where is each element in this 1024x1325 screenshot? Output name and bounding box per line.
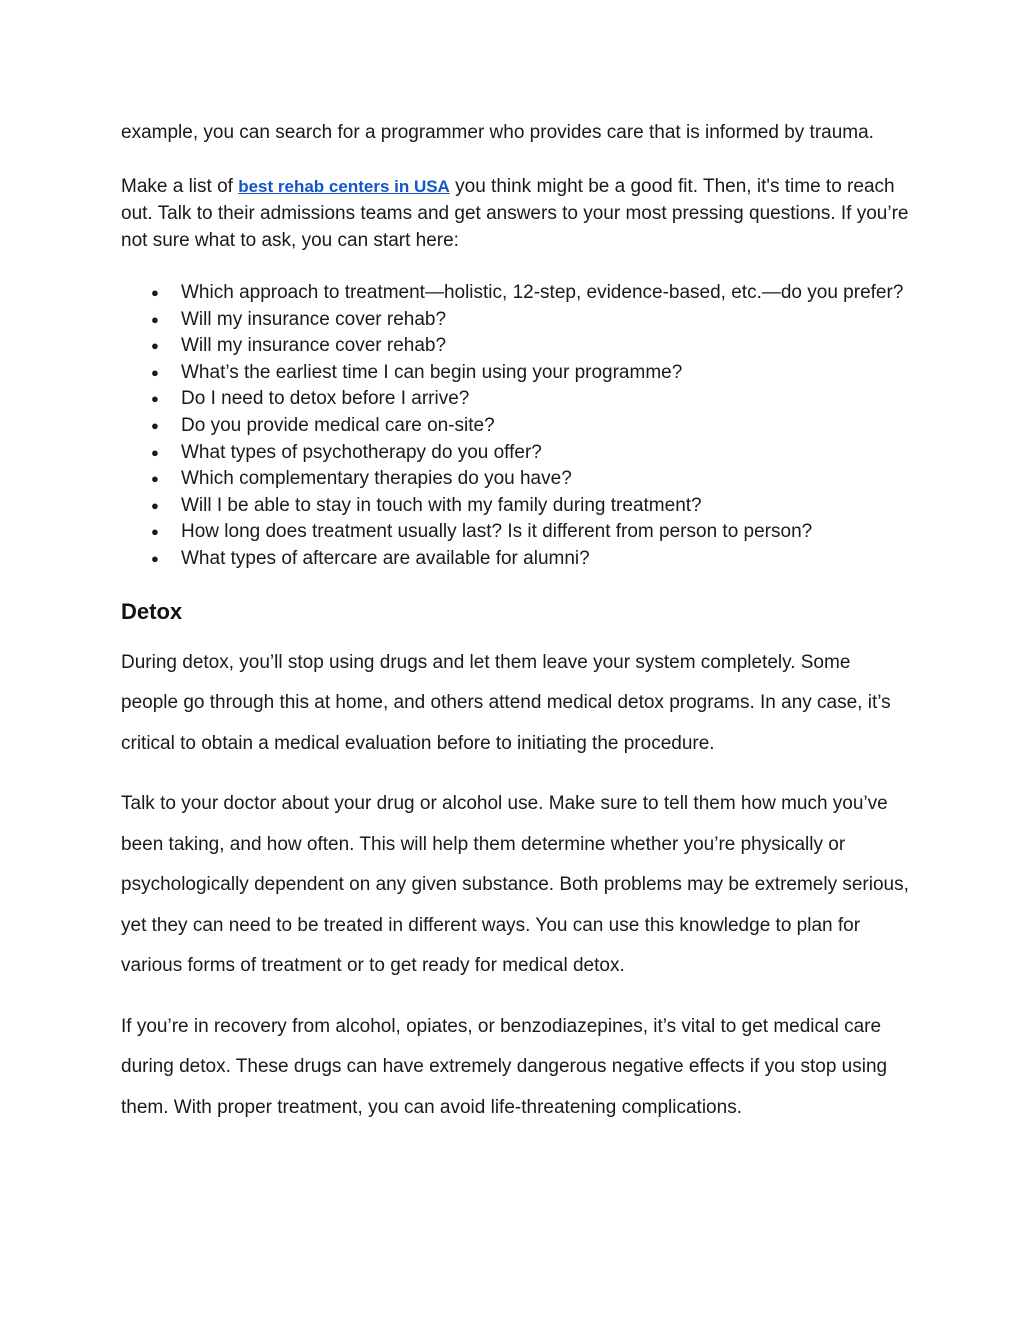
bullet-icon: ●	[151, 497, 159, 513]
bullet-icon: ●	[151, 524, 159, 540]
list-intro-suffix: you think might be a good fit. Then, it's time to reach out. Talk to their admissions teams and get answers to your most pressing questions. If you’re not sure what to ask, you can start here:	[121, 176, 909, 251]
bullet-icon: ●	[151, 391, 159, 407]
list-intro-paragraph	[121, 173, 911, 254]
bullet-icon: ●	[151, 338, 159, 354]
rehab-centers-link[interactable]: best rehab centers in USA	[238, 177, 450, 196]
question-list-item	[121, 466, 911, 493]
question-text: Do I need to detox before I arrive?	[181, 388, 470, 410]
bullet-icon: ●	[151, 444, 159, 460]
question-list-item	[121, 280, 911, 307]
bullet-icon: ●	[151, 364, 159, 380]
question-text: What’s the earliest time I can begin using your programme?	[181, 361, 683, 383]
bullet-icon: ●	[151, 311, 159, 327]
bullet-icon: ●	[151, 285, 159, 300]
detox-heading: Detox	[121, 598, 183, 624]
bullet-icon: ●	[151, 471, 159, 487]
question-list-item	[121, 546, 911, 573]
bullet-icon: ●	[151, 550, 159, 566]
question-list-item	[121, 519, 911, 546]
question-text: What types of psychotherapy do you offer?	[181, 441, 542, 463]
question-text: Will my insurance cover rehab?	[181, 335, 447, 357]
detox-paragraph: If you’re in recovery from alcohol, opiates, or benzodiazepines, it’s vital to get medical care during detox. These drugs can have extremely dangerous negative effects if you stop using them. With proper treatment, you can avoid life-threatening complications.	[121, 1015, 888, 1118]
detox-paragraph: Talk to your doctor about your drug or alcohol use. Make sure to tell them how much you’ve been taking, and how often. This will help them determine whether you’re physically or psychologically dependent on any given substance. Both problems may be extremely serious, yet they can need to be treated in different ways. You can use this knowledge to plan for various forms of treatment or to get ready for medical detox.	[121, 793, 909, 977]
question-list-item	[121, 440, 911, 467]
list-intro-prefix: Make a list of	[121, 176, 239, 197]
question-list-item	[121, 333, 911, 360]
question-list-item	[121, 413, 911, 440]
question-list-item	[121, 386, 911, 413]
question-list-item	[121, 360, 911, 387]
question-text: Will I be able to stay in touch with my family during treatment?	[181, 494, 702, 516]
document-page	[121, 119, 911, 1128]
question-text: Which complementary therapies do you have?	[181, 468, 572, 490]
question-text: How long does treatment usually last? Is it different from person to person?	[181, 521, 813, 543]
question-list-item	[121, 493, 911, 520]
question-list	[121, 280, 911, 573]
question-text: What types of aftercare are available for alumni?	[181, 547, 590, 569]
question-list-item	[121, 307, 911, 334]
question-text: Which approach to treatment—holistic, 12-step, evidence-based, etc.—do you prefer?	[181, 282, 904, 303]
detox-paragraph: During detox, you’ll stop using drugs and let them leave your system completely. Some people go through this at home, and others attend medical detox programs. In any case, it’s critical to obtain a medical evaluation before to initiating the procedure.	[121, 651, 891, 754]
question-text: Will my insurance cover rehab?	[181, 308, 447, 330]
intro-continuation-paragraph: example, you can search for a programmer who provides care that is informed by trauma.	[121, 122, 874, 143]
question-text: Do you provide medical care on-site?	[181, 414, 495, 436]
bullet-icon: ●	[151, 417, 159, 433]
